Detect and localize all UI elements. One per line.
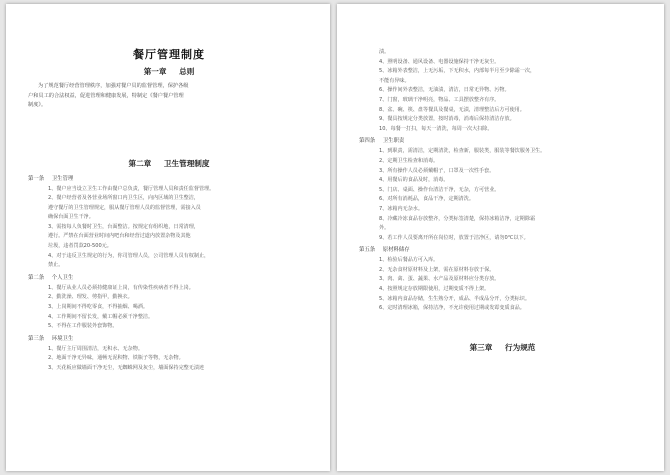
document-title: 餐厅管理制度 <box>133 48 205 61</box>
section-title: 卫生管理 <box>51 175 74 182</box>
section-heading <box>359 245 646 256</box>
list-item: 禁止。 <box>48 262 64 269</box>
list-item: 7、冰箱内无杂水。 <box>379 205 423 212</box>
list-item: 外。 <box>379 225 390 232</box>
section-number: 第一条 <box>28 175 45 182</box>
list-item: 确保台面卫生干净。 <box>48 214 94 221</box>
list-item: 4、对于违反卫生规定的行为，你司管理人员，公司管理人员有权制止， <box>48 252 210 259</box>
section-number: 第五条 <box>359 247 376 254</box>
section-number: 第二条 <box>28 274 45 281</box>
list-item: 3、肉、禽、蛋、蔬果、水产品及原材料应分类存放。 <box>379 276 500 283</box>
chapter-2-heading: 第二章 卫生管理制度 <box>128 158 210 168</box>
list-item: 9、若工作人员要离开所在岗位时，放置于洁净区，请勿0℃以下。 <box>379 234 529 241</box>
list-item: 6、对所有消耗品，食品干净，定期清洗。 <box>379 196 474 203</box>
list-item: 5、不得在工作服装外套饰物。 <box>48 323 118 330</box>
list-item: 8、冷藏冷冻食品存放整齐，分类标签清楚，保持冰箱洁净，定期除霜 <box>379 215 536 222</box>
list-item: 9、餐具按规定分类放置，按时消毒，消毒后保持清洁存放。 <box>379 116 515 123</box>
chapter-1-heading: 第一章 总则 <box>143 67 195 76</box>
list-item: 2、定期卫生检查和消毒。 <box>379 157 439 164</box>
list-item: 1、餐厅主厅周围清洁，无积水、无杂物。 <box>48 345 143 352</box>
document-page-right <box>337 4 664 471</box>
list-item: 4、照明设备、通风设备、电器设施保持干净无灰尘。 <box>379 58 500 65</box>
list-item: 1、餐户应当设立卫生工作由餐户总负责，餐厅管理人员和责任监督管理。 <box>48 185 215 192</box>
list-item: 3、所有操作人员必须戴帽子，口罩及一次性手套。 <box>379 167 495 174</box>
list-item: 垃圾，违者罚款20-500元。 <box>48 243 112 250</box>
list-item: 2、地面干净无异味，通畅无泥积物、铁瓶子等物，无杂物。 <box>48 355 184 362</box>
document-page-left <box>6 4 330 471</box>
intro-line-2: 户和员工的合法权益，促进管理和健康发展，特制定《餐户餐户管理 <box>28 92 184 99</box>
intro-line-3: 制度》。 <box>28 102 47 108</box>
section-title: 个人卫生 <box>51 274 74 281</box>
list-item: 4、工作期间不留长发，戴工帽必须干净整洁。 <box>48 313 154 320</box>
list-item: 8、盆、碗、筷、盘等餐具及餐桌，无渍，清理整洁后方可使用。 <box>379 106 525 113</box>
section-heading <box>28 273 310 284</box>
list-item: 1、到职责，需清洁，定期清洗，检查新，服装类，服装等餐饮服务卫生。 <box>379 148 546 155</box>
list-item: 4、按照规定存放期限使用，过期变质不得上架。 <box>379 286 490 293</box>
section-title: 环境卫生 <box>51 335 74 342</box>
list-item: 2、无杂食材原材料及上架，需在原材料存放于保。 <box>379 266 495 273</box>
list-item: 3、上岗期间不得吃零食，不得抽烟、喝酒。 <box>48 304 149 311</box>
section-title: 原材料储存 <box>382 247 410 254</box>
list-item: 2、勤洗澡、理发、剪指甲，勤换衣。 <box>48 294 133 301</box>
list-item: 5、冰箱外表整洁，上无污垢，下无积水，内部每半月至少除霜一次， <box>379 68 536 75</box>
section-title: 卫生职责 <box>382 138 405 145</box>
list-item: 渍。 <box>379 49 390 55</box>
section-heading <box>28 174 310 185</box>
list-item: 3、天花板应做墙面干净无尘，无蜘蛛网及灰尘，墙面保持完整无渍迹 <box>48 365 205 371</box>
list-item: 1、检验后餐品方可入库。 <box>379 257 439 264</box>
chapter-3-heading: 第三章 行为规范 <box>469 342 536 352</box>
list-item: 1、餐厅从业人员必须持健康证上岗，有传染性疾病者不得上岗。 <box>48 284 194 291</box>
intro-line-1: 为了规范餐厅经营管理秩序，加强对餐户员的监督管理，保护各级 <box>38 83 189 89</box>
section-heading <box>359 136 646 147</box>
list-item: 6、定时清理冰箱，保持洁净，不允许使用过期或发霉变质食品。 <box>379 305 525 312</box>
list-item: 10、每餐一打扫，每天一清洗，每周一次大扫除。 <box>379 125 493 132</box>
list-item: 3、需按每人负餐时卫生，台面整洁。按规定有组织地，日常清理， <box>48 223 199 230</box>
list-item: 5、冰箱内食品存储，生生熟分开，成品、半成品分开，分类标识。 <box>379 295 530 302</box>
list-item: 2、餐户经营者及各营业场所窗口内卫生区，向内区域的卫生整洁， <box>48 195 199 202</box>
list-item: 不能有异味。 <box>379 77 410 84</box>
list-item: 5、门店、桌面、操作台清洁干净，无杂，方可营业。 <box>379 186 500 193</box>
section-number: 第四条 <box>359 138 376 145</box>
list-item: 4、用餐后的食品及时，消毒。 <box>379 177 449 184</box>
section-heading <box>28 334 310 345</box>
list-item: 6、操作间外表整洁，无油渍，清洁，日常无异物、污物。 <box>379 87 510 94</box>
section-number: 第三条 <box>28 335 45 342</box>
list-item: 7、门窗，玻璃干净明亮，物品、工具摆放整齐有序。 <box>379 96 500 103</box>
list-item: 遵守餐厅的卫生管理规定，服从餐厅管理人员的监督管理，需接入员 <box>48 204 201 211</box>
list-item: 遵行。严禁在台面营业时间内吧台和经营过道内放置杂物及其他 <box>48 233 191 240</box>
